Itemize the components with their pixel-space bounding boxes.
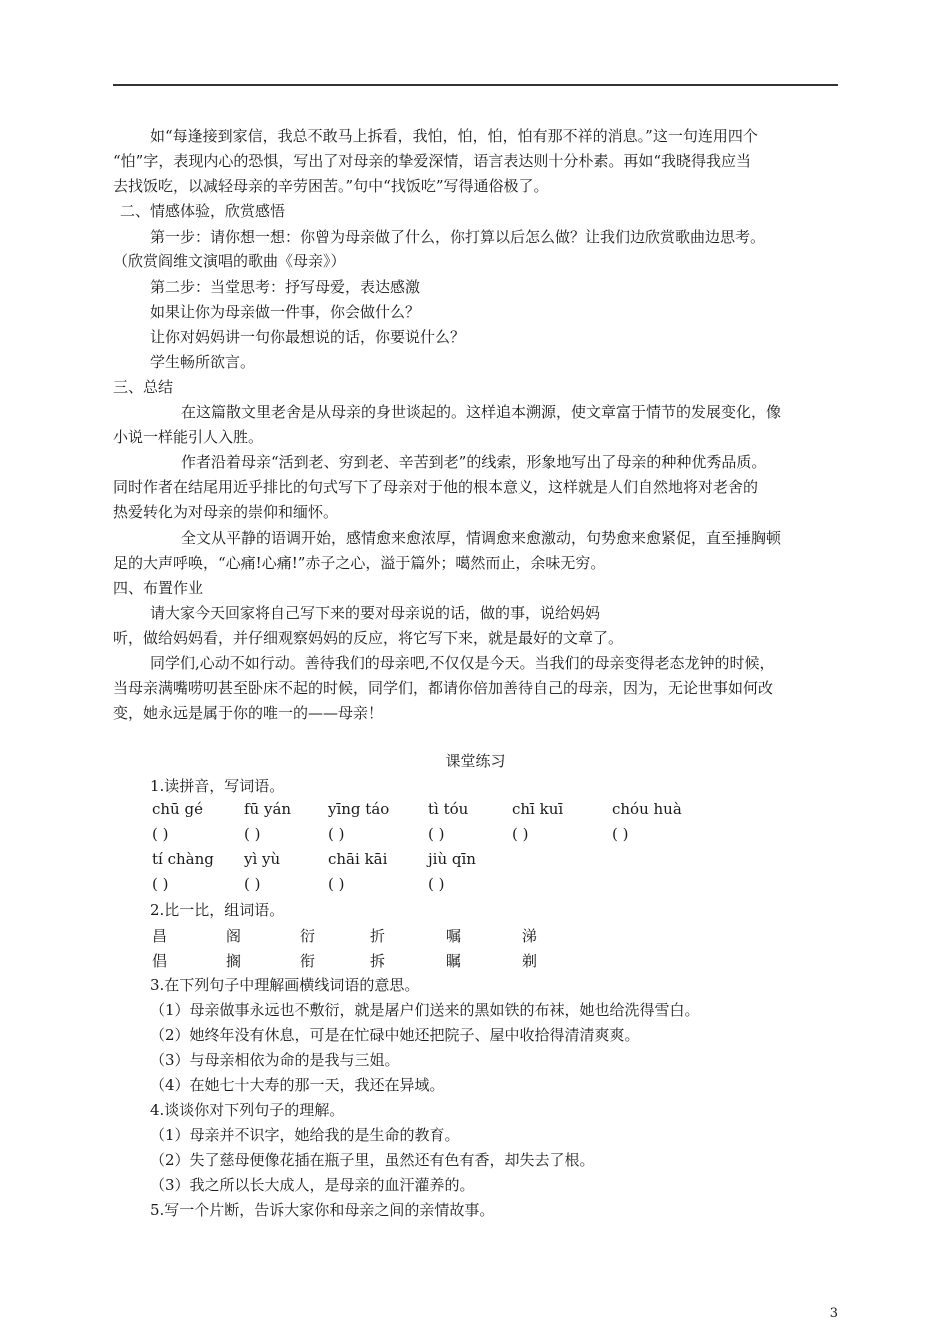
body-line: 足的大声呼唤，“心痛!心痛!”赤子之心，溢于篇外；噶然而止，余味无穷。 <box>113 554 606 572</box>
body-line: 听，做给妈妈看，并仔细观察妈妈的反应，将它写下来，就是最好的文章了。 <box>113 629 624 647</box>
pinyin-item: chāi kāi <box>328 850 388 868</box>
body-line: 如果让你为母亲做一件事，你会做什么？ <box>150 303 421 321</box>
body-line: （欣赏阎维文演唱的歌曲《母亲》） <box>113 252 346 270</box>
exercise-title: 课堂练习 <box>445 752 506 770</box>
body-line: 在这篇散文里老舍是从母亲的身世谈起的。这样追本溯源，使文章富于情节的发展变化，像 <box>181 403 782 421</box>
question-4: 4.谈谈你对下列句子的理解。 <box>150 1101 345 1119</box>
body-line: 同学们,心动不如行动。善待我们的母亲吧,不仅仅是今天。当我们的母亲变得老态龙钟的时候， <box>150 654 775 672</box>
answer-blank[interactable]: ( ) <box>328 875 345 893</box>
pinyin-item: tì tóu <box>428 800 469 818</box>
pinyin-item: fū yán <box>244 800 292 818</box>
body-line: 作者沿着母亲“活到老、穷到老、辛苦到老”的线索，形象地写出了母亲的种种优秀品质。 <box>181 453 767 471</box>
compare-char: 涕 <box>522 927 538 945</box>
q3-item: （2）她终年没有休息，可是在忙碌中她还把院子、屋中收拾得清清爽爽。 <box>150 1026 640 1044</box>
answer-blank[interactable]: ( ) <box>612 825 629 843</box>
answer-blank[interactable]: ( ) <box>512 825 529 843</box>
body-line: 小说一样能引人入胜。 <box>113 428 264 446</box>
question-5: 5.写一个片断，告诉大家你和母亲之间的亲情故事。 <box>150 1201 495 1219</box>
pinyin-item: tí chàng <box>152 850 214 868</box>
pinyin-item: chū gé <box>152 800 203 818</box>
answer-blank[interactable]: ( ) <box>328 825 345 843</box>
q3-item: （4）在她七十大寿的那一天，我还在异域。 <box>150 1076 445 1094</box>
answer-blank[interactable]: ( ) <box>244 875 261 893</box>
pinyin-item: jiù qīn <box>428 850 476 868</box>
body-line: 热爱转化为对母亲的崇仰和缅怀。 <box>113 503 339 521</box>
question-3: 3.在下列句子中理解画横线词语的意思。 <box>150 976 420 994</box>
answer-blank[interactable]: ( ) <box>244 825 261 843</box>
body-line: 去找饭吃，以减轻母亲的辛劳困苦。”句中“找饭吃”写得通俗极了。 <box>113 177 549 195</box>
header-rule <box>113 84 838 86</box>
body-line: 第二步：当堂思考：抒写母爱，表达感激 <box>150 278 421 296</box>
answer-blank[interactable]: ( ) <box>428 825 445 843</box>
page-number: 3 <box>829 1306 838 1321</box>
q4-item: （2）失了慈母便像花插在瓶子里，虽然还有色有香，却失去了根。 <box>150 1151 595 1169</box>
q3-item: （3）与母亲相依为命的是我与三姐。 <box>150 1051 400 1069</box>
body-line: 让你对妈妈讲一句你最想说的话，你要说什么？ <box>150 328 466 346</box>
question-2: 2.比一比，组词语。 <box>150 901 285 919</box>
compare-char: 瞩 <box>446 952 462 970</box>
body-line: 变，她永远是属于你的唯一的——母亲！ <box>113 704 384 722</box>
body-line: 全文从平静的语调开始，感情愈来愈浓厚，情调愈来愈激动，句势愈来愈紧促，直至捶胸顿 <box>181 529 782 547</box>
body-line: 请大家今天回家将自己写下来的要对母亲说的话，做的事，说给妈妈 <box>150 604 601 622</box>
compare-char: 阁 <box>226 927 242 945</box>
question-1: 1.读拼音，写词语。 <box>150 777 285 795</box>
pinyin-item: chī kuī <box>512 800 564 818</box>
compare-char: 拆 <box>370 952 386 970</box>
compare-char: 嘱 <box>446 927 462 945</box>
compare-char: 折 <box>370 927 386 945</box>
pinyin-item: yīng táo <box>328 800 390 818</box>
pinyin-item: chóu huà <box>612 800 682 818</box>
section-heading: 二、情感体验，欣赏感悟 <box>120 202 286 220</box>
pinyin-item: yì yù <box>244 850 281 868</box>
compare-char: 倡 <box>152 952 168 970</box>
answer-blank[interactable]: ( ) <box>428 875 445 893</box>
body-line: 当母亲满嘴唠叨甚至卧床不起的时候，同学们，都请你倍加善待自己的母亲，因为，无论世事如何改 <box>113 679 774 697</box>
compare-char: 搁 <box>226 952 242 970</box>
answer-blank[interactable]: ( ) <box>152 875 169 893</box>
section-heading: 四、布置作业 <box>113 579 204 597</box>
q4-item: （3）我之所以长大成人，是母亲的血汗灌养的。 <box>150 1176 475 1194</box>
body-line: 第一步：请你想一想：你曾为母亲做了什么，你打算以后怎么做？让我们边欣赏歌曲边思考。 <box>150 228 766 246</box>
q3-item: （1）母亲做事永远也不敷衍，就是屠户们送来的黑如铁的布袜，她也给洗得雪白。 <box>150 1001 700 1019</box>
q4-item: （1）母亲并不识字，她给我的是生命的教育。 <box>150 1126 460 1144</box>
body-line: “怕”字，表现内心的恐惧，写出了对母亲的挚爱深情，语言表达则十分朴素。再如“我晓得我应当 <box>113 152 752 170</box>
body-line: 如“每逢接到家信，我总不敢马上拆看，我怕，怕，怕，怕有那不祥的消息。”这一句连用四个 <box>150 127 758 145</box>
body-line: 同时作者在结尾用近乎排比的句式写下了母亲对于他的根本意义，这样就是人们自然地将对老舍的 <box>113 478 759 496</box>
body-line: 学生畅所欲言。 <box>150 353 256 371</box>
compare-char: 剃 <box>522 952 538 970</box>
answer-blank[interactable]: ( ) <box>152 825 169 843</box>
section-heading: 三、总结 <box>113 378 174 396</box>
compare-char: 衍 <box>300 927 316 945</box>
compare-char: 昌 <box>152 927 168 945</box>
compare-char: 衔 <box>300 952 316 970</box>
